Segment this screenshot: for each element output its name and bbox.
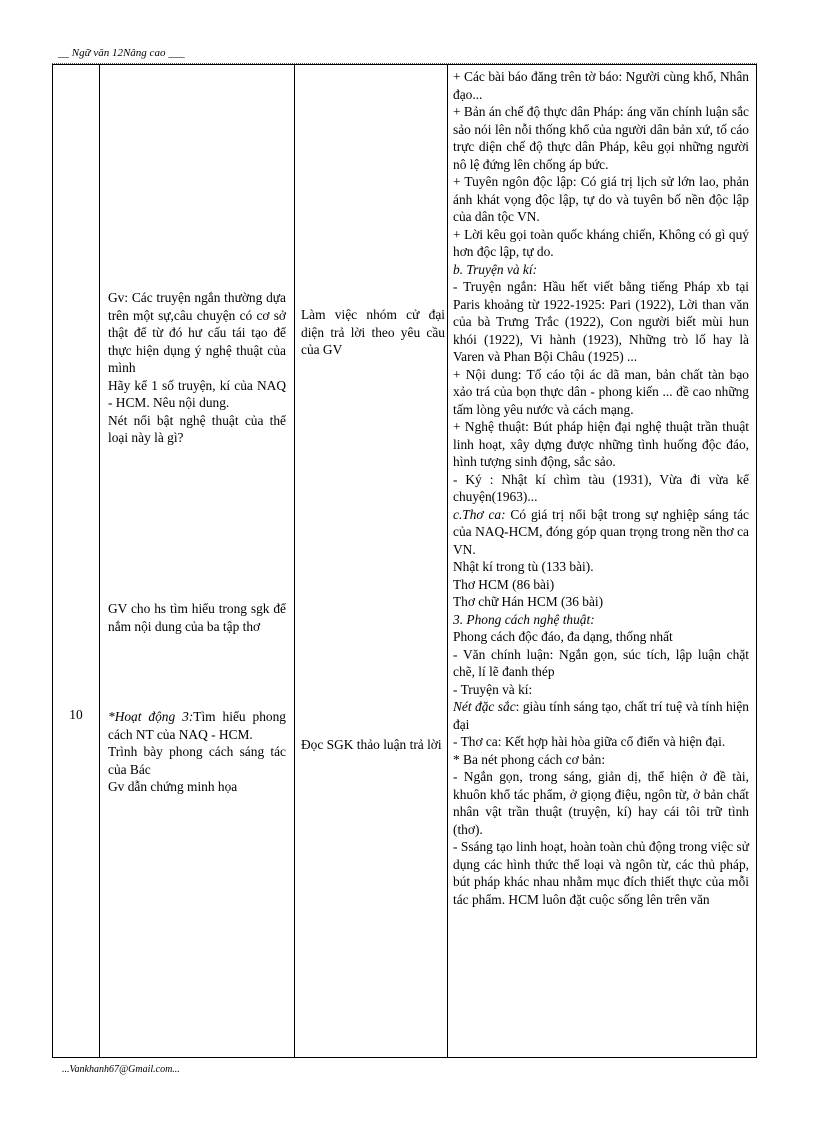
content-paragraph: - Truyện ngắn: Hầu hết viết bằng tiếng Pháp xb tại Paris khoảng từ 1922-1925: Pari (1922), Lời than văn của bà Trưng Trắc (1922), Con người biết mùi hun khói (1922), Vi hành (1923), Những trò lố hay là Varen và Phan Bội Châu (1925) ... [453, 279, 749, 364]
content-paragraph: Nét đặc sắc: giàu tính sáng tạo, chất trí tuệ và tính hiện đại [453, 699, 750, 732]
content-paragraph: - Truyện và kí: [453, 681, 533, 697]
column-divider-3 [447, 65, 448, 1057]
activity-heading [108, 708, 286, 743]
content-paragraph: + Tuyên ngôn độc lập: Có giá trị lịch sử lớn lao, phản ánh khát vọng độc lập, tự do và tuyên bố nền độc lập của dân tộc VN. [453, 174, 749, 224]
content-paragraph: Phong cách độc đáo, đa dạng, thống nhất [453, 629, 673, 644]
content-paragraph: Thơ HCM (86 bài) [453, 576, 555, 592]
teacher-note: GV cho hs tìm hiểu trong sgk để nắm nội dung của ba tập thơ [108, 601, 286, 634]
content-paragraph: - Văn chính luận: Ngắn gọn, súc tích, lập luận chặt chẽ, lí lẽ đanh thép [453, 646, 749, 679]
teacher-activity-1 [108, 289, 286, 447]
lesson-table [52, 64, 757, 1058]
student-activity-2: Đọc SGK thảo luận trả lời [301, 737, 442, 752]
content-paragraph: Thơ chữ Hán HCM (36 bài) [453, 594, 604, 609]
content-paragraph: - Ngắn gọn, trong sáng, giản dị, thể hiện ở đề tài, khuôn khổ tác phẩm, ở giọng điệu, ngôn từ, ở bản chất nhân vật trần thuật (truyện, kí) hay cái tôi trữ tình (thơ). [453, 769, 749, 837]
student-activity-1: Làm việc nhóm cử đại diện trả lời theo yêu cầu của GV [301, 307, 445, 357]
section-heading: b. Truyện và kí: [453, 261, 538, 277]
section-heading: 3. Phong cách nghệ thuật: [453, 611, 595, 627]
content-paragraph: - Ký : Nhật kí chìm tàu (1931), Vừa đi vừa kể chuyện(1963)... [453, 471, 749, 504]
teacher-note: Gv dẫn chứng minh họa [108, 779, 238, 794]
teacher-note: Gv: Các truyện ngắn thường dựa trên một sự,câu chuyện có cơ sở thật để từ đó hư cấu tái tạo để thực hiện dụng ý nghệ thuật của mình [108, 290, 286, 375]
content-paragraph: Nhật kí trong tù (133 bài). [453, 559, 594, 574]
content-paragraph: + Lời kêu gọi toàn quốc kháng chiến, Không có gì quý hơn độc lập, tự do. [453, 226, 749, 259]
row-number: 10 [69, 707, 83, 722]
column-divider-1 [99, 65, 100, 1057]
column-divider-2 [294, 65, 295, 1057]
content-column [453, 68, 749, 908]
section-heading: c.Thơ ca: [453, 506, 506, 522]
teacher-question: Trình bày phong cách sáng tác của Bác [108, 744, 286, 777]
content-paragraph: + Nghệ thuật: Bút pháp hiện đại nghệ thuật trần thuật linh hoạt, xây dựng được những tình huống độc đáo, hình tượng sinh động, sắc sảo. [453, 419, 749, 469]
content-paragraph: + Các bài báo đăng trên tờ báo: Người cùng khổ, Nhân đạo... [453, 69, 749, 102]
content-paragraph: - Thơ ca: Kết hợp hài hòa giữa cổ điển và hiện đại. [453, 734, 726, 749]
activity-title: *Hoạt động 3: [108, 709, 194, 724]
content-paragraph: c.Thơ ca: Có giá trị nổi bật trong sự nghiệp sáng tác của NAQ-HCM, đóng góp quan trọng trong nền thơ ca VN. [453, 506, 749, 557]
teacher-activity-2 [108, 600, 286, 635]
page-header: __ Ngữ văn 12Nâng cao ___ [58, 47, 185, 59]
emphasis: Nét đặc sắc [453, 699, 516, 714]
teacher-question: Hãy kể 1 số truyện, kí của NAQ - HCM. Nêu nội dung. [108, 377, 286, 410]
teacher-question: Nét nổi bật nghệ thuật của thể loại này là gì? [108, 412, 286, 445]
content-paragraph: + Nội dung: Tố cáo tội ác dã man, bản chất tàn bạo xảo trá của bọn thực dân - phong kiến ... đề cao những tấm lòng yêu nước và cách mạng. [453, 366, 749, 417]
page-footer: ...Vankhanh67@Gmail.com... [62, 1064, 180, 1075]
activity-title-rest: Tìm hiểu phong cách NT của NAQ - HCM. [108, 709, 286, 742]
content-paragraph: - Ssáng tạo linh hoạt, hoàn toàn chủ động trong việc sử dụng các hình thức thể loại và ngôn từ, các thủ pháp, bút pháp khác nhau nhằm mục đích thiết thực của mỗi tác phẩm. HCM luôn đặt cuộc sống lên trên văn [453, 839, 749, 907]
teacher-activity-3 [108, 708, 286, 796]
content-paragraph: * Ba nét phong cách cơ bản: [453, 751, 606, 767]
content-paragraph: + Bản án chế độ thực dân Pháp: áng văn chính luận sắc sảo nói lên nỗi thống khổ của người dân bản xứ, tố cáo trực diện chế độ thực dân Pháp, kêu gọi những người nô lệ đứng lên chống áp bức. [453, 104, 749, 172]
